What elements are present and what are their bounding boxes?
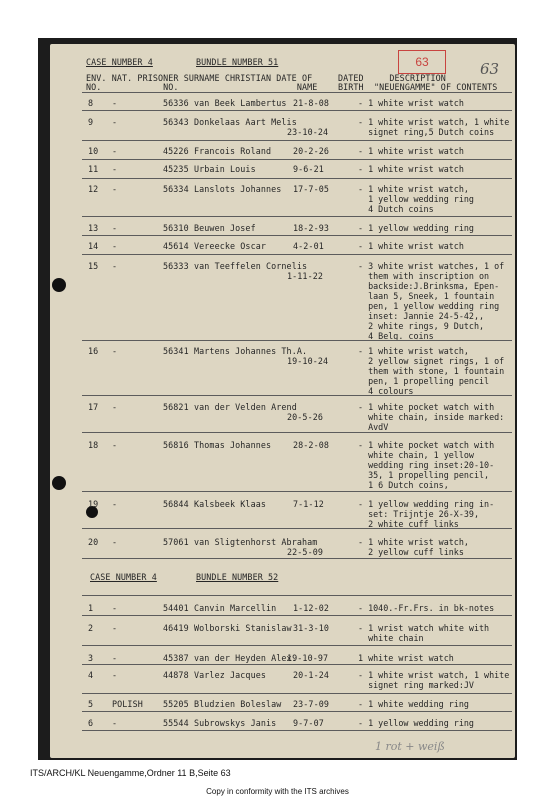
- row-description: - 1 yellow wedding ring: [358, 223, 474, 233]
- row-env-number: 15: [88, 261, 99, 271]
- column-header-line1: ENV. NAT. PRISONER SURNAME CHRISTIAN DATE OF DATED DESCRIPTION: [86, 73, 446, 83]
- row-env-number: 14: [88, 241, 99, 251]
- row-nationality: POLISH: [112, 699, 143, 709]
- row-name: van Beek Lambertus: [194, 98, 287, 108]
- pencil-page-number: 63: [480, 60, 500, 78]
- row-prisoner-number: 56343: [163, 117, 189, 127]
- row-separator: [82, 216, 512, 217]
- row-env-number: 1: [88, 603, 94, 613]
- row-name: Subrowskys Janis: [194, 718, 277, 728]
- row-name: Martens Johannes Th.A.: [194, 346, 308, 356]
- conformity-note: Copy in conformity with the ITS archives: [206, 787, 349, 796]
- row-birth-date: 4-2-01: [293, 241, 324, 251]
- row-birth-date: 20-2-26: [293, 146, 329, 156]
- row-separator: [82, 235, 512, 236]
- row-nationality: -: [112, 241, 118, 251]
- row-description: - 1 wrist watch white with white chain: [358, 623, 490, 643]
- row-nationality: -: [112, 653, 118, 663]
- row-separator: [82, 711, 512, 712]
- row-env-number: 10: [88, 146, 99, 156]
- bundle-number-label-2: BUNDLE NUMBER 52: [196, 572, 279, 582]
- row-birth-date: 1-11-22: [287, 271, 323, 281]
- row-birth-date: 19-10-97: [287, 653, 329, 663]
- row-description: - 1 white wrist watch, 1 yellow wedding ring 4 Dutch coins: [358, 184, 474, 214]
- row-prisoner-number: 45614: [163, 241, 189, 251]
- row-prisoner-number: 56341: [163, 346, 189, 356]
- row-env-number: 5: [88, 699, 94, 709]
- row-env-number: 12: [88, 184, 99, 194]
- row-separator: [82, 645, 512, 646]
- row-nationality: -: [112, 184, 118, 194]
- row-separator: [82, 178, 512, 179]
- row-name: van der Heyden Alex.: [194, 653, 297, 663]
- row-env-number: 8: [88, 98, 94, 108]
- row-nationality: -: [112, 261, 118, 271]
- row-prisoner-number: 54401: [163, 603, 189, 613]
- row-name: Vereecke Oscar: [194, 241, 266, 251]
- row-birth-date: 19-10-24: [287, 356, 329, 366]
- row-description: - 1 white wrist watch: [358, 146, 464, 156]
- row-birth-date: 28-2-08: [293, 440, 329, 450]
- row-description: - 1 white wrist watch: [358, 164, 464, 174]
- row-nationality: -: [112, 537, 118, 547]
- row-birth-date: 22-5-09: [287, 547, 323, 557]
- row-nationality: -: [112, 402, 118, 412]
- row-nationality: -: [112, 146, 118, 156]
- row-name: Canvin Marcellin: [194, 603, 277, 613]
- row-birth-date: 18-2-93: [293, 223, 329, 233]
- row-env-number: 18: [88, 440, 99, 450]
- binder-hole-top: [52, 278, 66, 292]
- header-rule: [82, 92, 512, 93]
- archive-reference: ITS/ARCH/KL Neuengamme,Ordner 11 B,Seite 63: [30, 768, 231, 778]
- row-prisoner-number: 45235: [163, 164, 189, 174]
- row-prisoner-number: 56821: [163, 402, 189, 412]
- row-prisoner-number: 46419: [163, 623, 189, 633]
- row-separator: [82, 140, 512, 141]
- row-separator: [82, 558, 512, 559]
- row-prisoner-number: 56816: [163, 440, 189, 450]
- row-prisoner-number: 45226: [163, 146, 189, 156]
- row-name: Beuwen Josef: [194, 223, 256, 233]
- row-description: - 1 white pocket watch with white chain, 1 yellow wedding ring inset:20-10- 35, 1 propelling pencil, 1 6 Dutch coins,: [358, 440, 495, 490]
- row-nationality: -: [112, 117, 118, 127]
- row-separator: [82, 110, 512, 111]
- row-separator: [82, 432, 512, 433]
- row-separator: [82, 159, 512, 160]
- row-name: van der Velden Arend: [194, 402, 297, 412]
- row-birth-date: 7-1-12: [293, 499, 324, 509]
- row-env-number: 13: [88, 223, 99, 233]
- row-description: - 3 white wrist watches, 1 of them with inscription on backside:J.Brinksma, Epen- laan 5, Sneek, 1 fountain pen, 1 yellow wedding ring inset: Jannie 24-5-42,, 2 white rings, 9 Dutch, 4 Belg. coins: [358, 261, 505, 341]
- row-separator: [82, 693, 512, 694]
- row-env-number: 4: [88, 670, 94, 680]
- row-nationality: -: [112, 164, 118, 174]
- row-nationality: -: [112, 718, 118, 728]
- row-prisoner-number: 56333: [163, 261, 189, 271]
- row-separator: [82, 615, 512, 616]
- row-separator: [82, 528, 512, 529]
- row-prisoner-number: 55544: [163, 718, 189, 728]
- row-prisoner-number: 56310: [163, 223, 189, 233]
- row-prisoner-number: 56334: [163, 184, 189, 194]
- row-name: Thomas Johannes: [194, 440, 272, 450]
- row-separator: [82, 340, 512, 341]
- row-birth-date: 9-6-21: [293, 164, 324, 174]
- row-prisoner-number: 45387: [163, 653, 189, 663]
- row-prisoner-number: 56844: [163, 499, 189, 509]
- bundle-number-label: BUNDLE NUMBER 51: [196, 57, 279, 67]
- page-stamp: 63: [398, 50, 446, 74]
- row-env-number: 16: [88, 346, 99, 356]
- row-birth-date: 20-5-26: [287, 412, 323, 422]
- row-name: Kalsbeek Klaas: [194, 499, 266, 509]
- row-prisoner-number: 57061: [163, 537, 189, 547]
- row-separator: [82, 730, 512, 731]
- row-separator: [82, 254, 512, 255]
- row-description: 1 white wrist watch: [358, 653, 454, 663]
- row-name: Wolborski Stanislaw: [194, 623, 292, 633]
- row-description: - 1 white pocket watch with white chain, inside marked: AvdV: [358, 402, 505, 432]
- row-description: - 1 white wedding ring: [358, 699, 469, 709]
- row-nationality: -: [112, 499, 118, 509]
- row-nationality: -: [112, 223, 118, 233]
- row-prisoner-number: 55205: [163, 699, 189, 709]
- row-env-number: 2: [88, 623, 94, 633]
- row-env-number: 11: [88, 164, 99, 174]
- row-birth-date: 23-7-09: [293, 699, 329, 709]
- handwritten-note: 1 rot + weiß: [375, 740, 445, 753]
- case-number-label-2: CASE NUMBER 4: [90, 572, 157, 582]
- row-birth-date: 9-7-07: [293, 718, 324, 728]
- row-description: - 1 white wrist watch, 2 yellow cuff links: [358, 537, 469, 557]
- row-env-number: 9: [88, 117, 94, 127]
- row-env-number: 17: [88, 402, 99, 412]
- row-prisoner-number: 44878: [163, 670, 189, 680]
- row-birth-date: 31-3-10: [293, 623, 329, 633]
- row-nationality: -: [112, 623, 118, 633]
- binder-hole-bottom: [52, 476, 66, 490]
- row-env-number: 20: [88, 537, 99, 547]
- row-nationality: -: [112, 98, 118, 108]
- row-birth-date: 23-10-24: [287, 127, 329, 137]
- row-birth-date: 20-1-24: [293, 670, 329, 680]
- row-name: Lanslots Johannes: [194, 184, 282, 194]
- row-name: Bludzien Boleslaw: [194, 699, 282, 709]
- row-description: - 1 white wrist watch, 2 yellow signet rings, 1 of them with stone, 1 fountain pen, 1 propelling pencil 4 colours: [358, 346, 505, 396]
- row-nationality: -: [112, 603, 118, 613]
- row-description: - 1040.-Fr.Frs. in bk-notes: [358, 603, 495, 613]
- row-description: - 1 white wrist watch: [358, 98, 464, 108]
- row-env-number: 19: [88, 499, 99, 509]
- row-separator: [82, 664, 512, 665]
- case-number-label: CASE NUMBER 4: [86, 57, 153, 67]
- row-separator: [82, 395, 512, 396]
- row-separator: [82, 491, 512, 492]
- row-description: - 1 white wrist watch, 1 white signet ring,5 Dutch coins: [358, 117, 510, 137]
- row-birth-date: 21-8-08: [293, 98, 329, 108]
- row-name: Francois Roland: [194, 146, 272, 156]
- column-header-line2: NO. NO. NAME BIRTH "NEUENGAMME" OF CONTENTS: [86, 82, 498, 92]
- row-name: Varlez Jacques: [194, 670, 266, 680]
- row-description: - 1 white wrist watch, 1 white signet ring marked:JV: [358, 670, 510, 690]
- row-name: van Sligtenhorst Abraham: [194, 537, 318, 547]
- row-description: - 1 white wrist watch: [358, 241, 464, 251]
- row-birth-date: 17-7-05: [293, 184, 329, 194]
- row-prisoner-number: 56336: [163, 98, 189, 108]
- row-nationality: -: [112, 440, 118, 450]
- row-description: - 1 yellow wedding ring in- set: Trijntje 26-X-39, 2 white cuff links: [358, 499, 495, 529]
- row-birth-date: 1-12-02: [293, 603, 329, 613]
- row-env-number: 6: [88, 718, 94, 728]
- row-name: van Teeffelen Cornelis: [194, 261, 308, 271]
- row-description: - 1 yellow wedding ring: [358, 718, 474, 728]
- row-nationality: -: [112, 346, 118, 356]
- row-nationality: -: [112, 670, 118, 680]
- row-env-number: 3: [88, 653, 94, 663]
- row-separator: [82, 595, 512, 596]
- row-name: Urbain Louis: [194, 164, 256, 174]
- row-name: Donkelaas Aart Melis: [194, 117, 297, 127]
